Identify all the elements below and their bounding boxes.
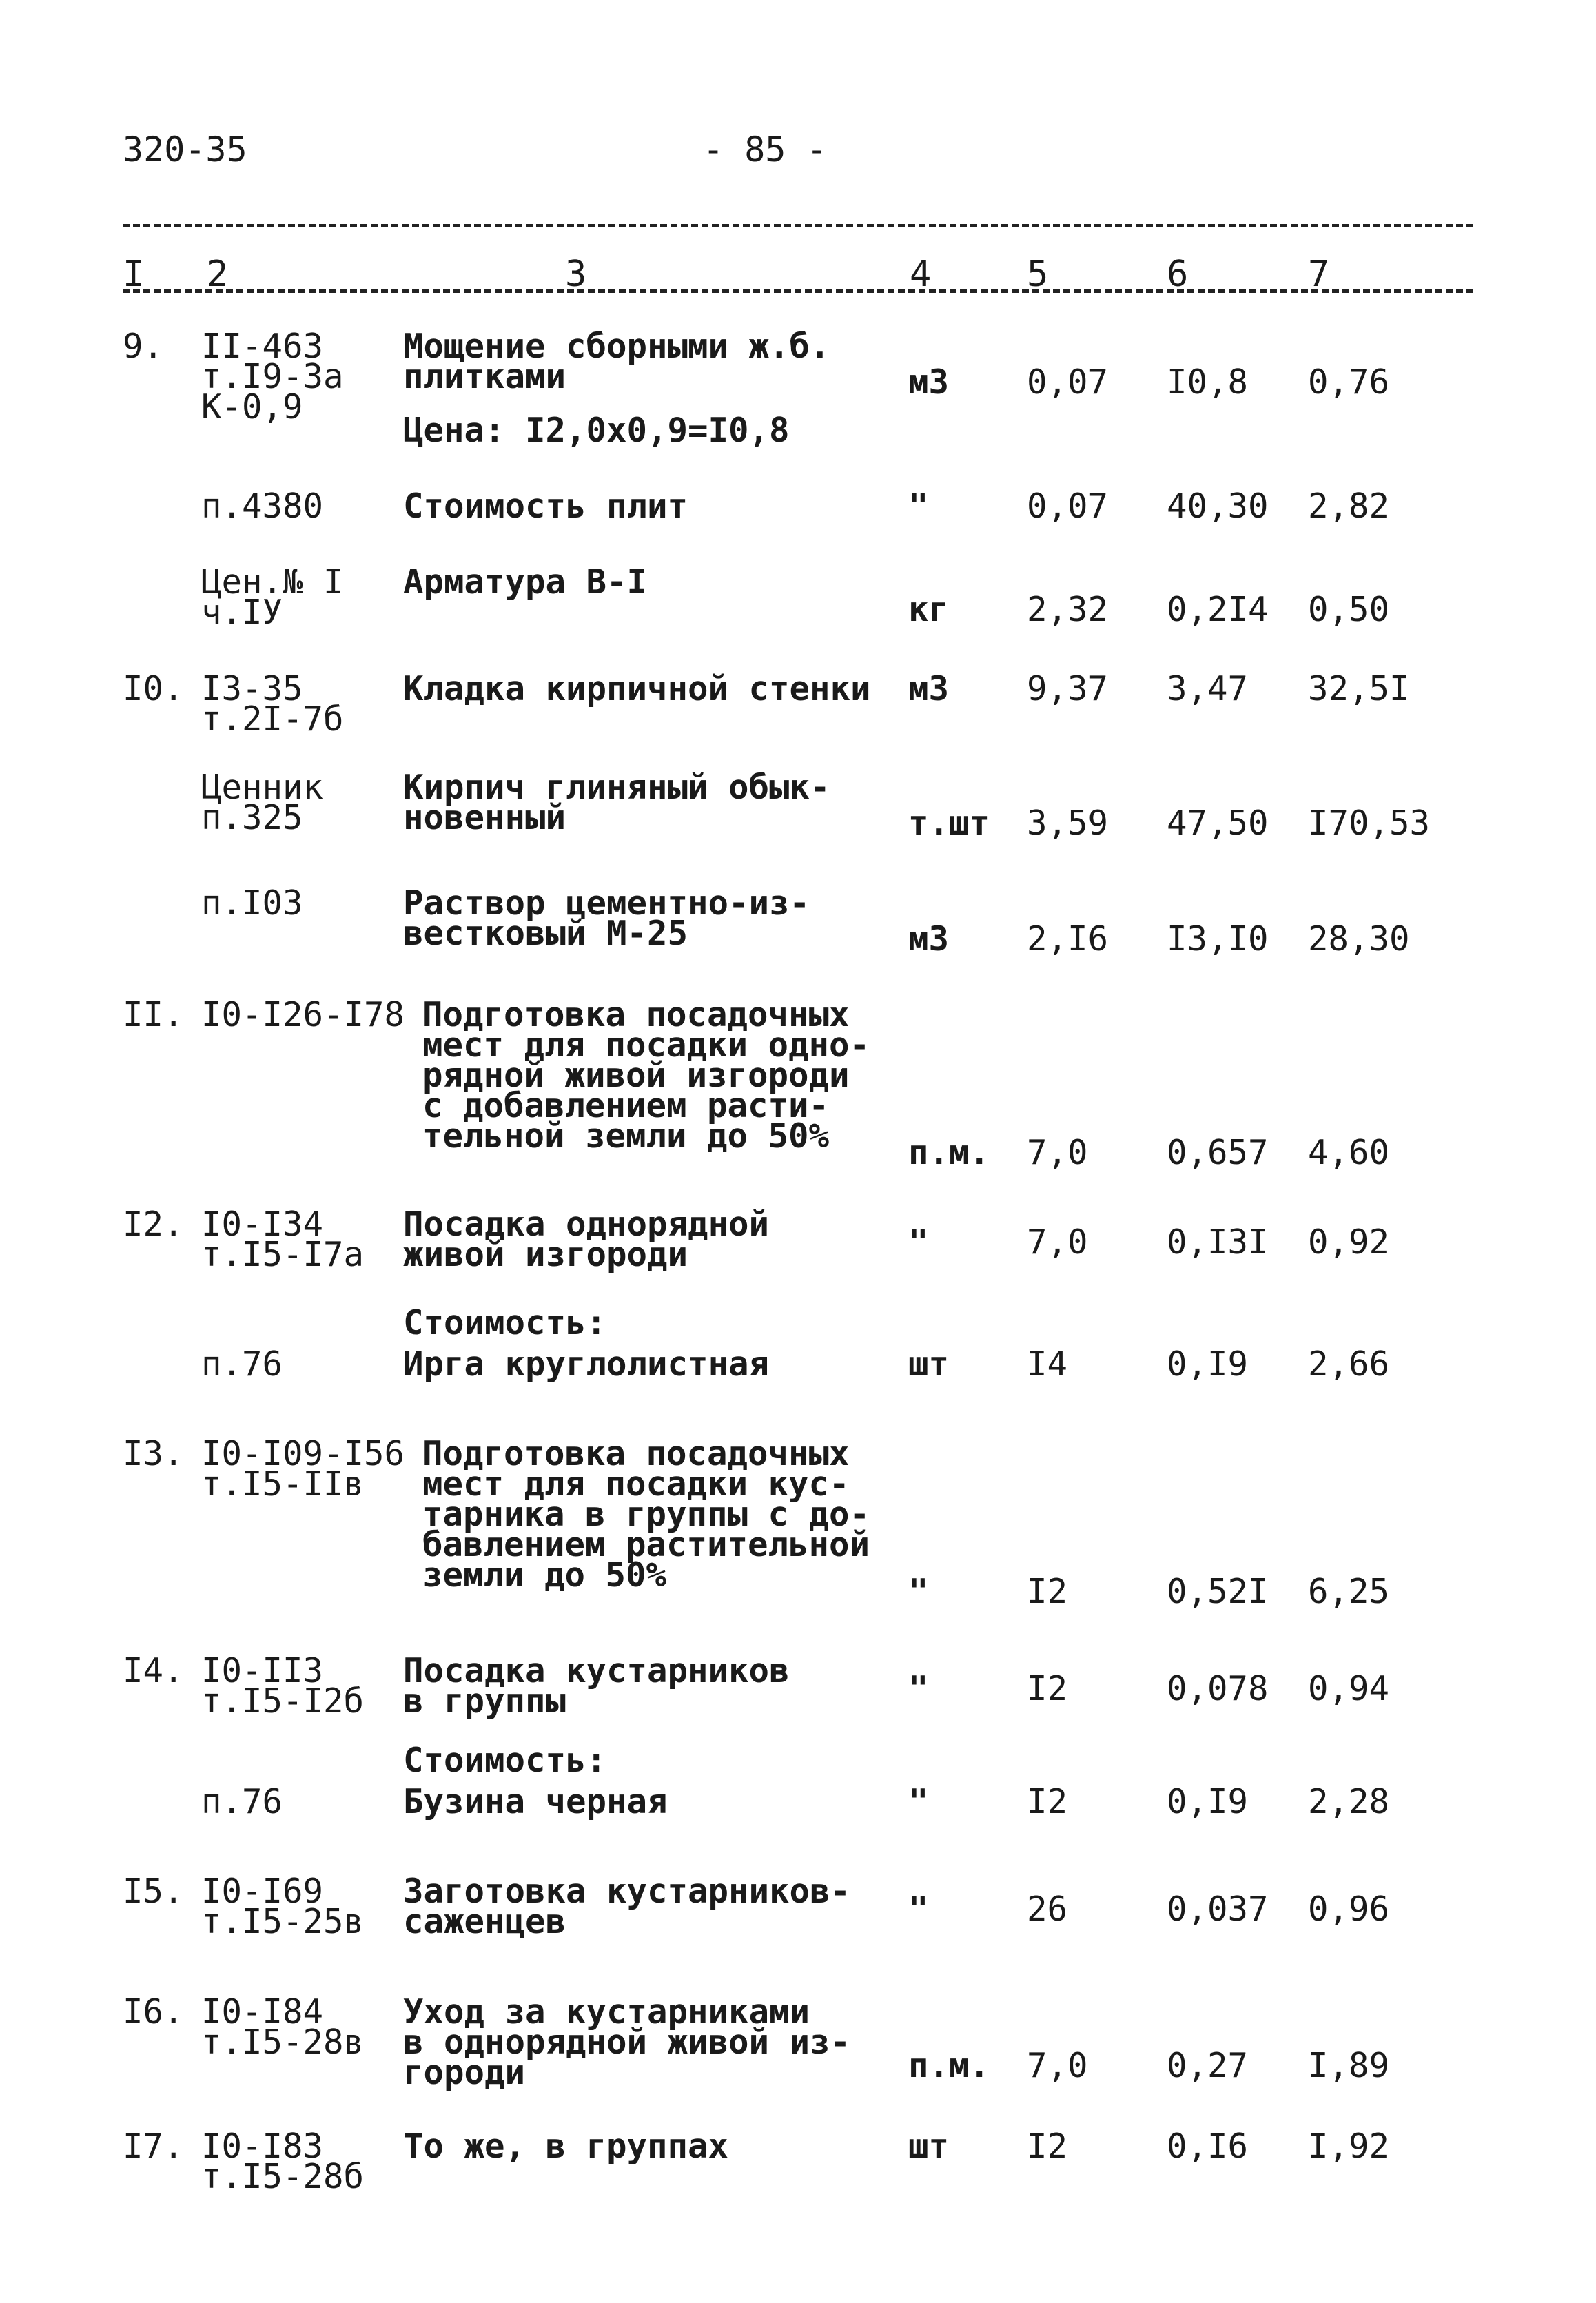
unit-price: 0,078: [1167, 1669, 1269, 1708]
column-header-4: 4: [910, 254, 932, 295]
work-description: Подготовка посадочных: [422, 1434, 850, 1473]
norm-reference: I0-II3: [201, 1651, 324, 1690]
unit: п.м.: [908, 1133, 990, 1172]
total-cost: I70,53: [1308, 804, 1431, 843]
work-description: Стоимость:: [403, 1303, 607, 1342]
unit-price: 3,47: [1167, 669, 1249, 708]
unit-price: 0,2I4: [1167, 590, 1269, 629]
unit: ": [908, 1572, 929, 1611]
total-cost: 0,94: [1308, 1669, 1390, 1708]
quantity: I4: [1027, 1344, 1068, 1384]
norm-reference: т.I5-I2б: [201, 1681, 365, 1721]
work-description: Арматура В-I: [403, 562, 648, 602]
norm-reference: т.I5-28б: [201, 2157, 365, 2196]
work-description: в однорядной живой из-: [403, 2023, 851, 2062]
norm-reference: I3-35: [201, 669, 303, 708]
quantity: 26: [1027, 1890, 1068, 1929]
work-description: Посадка однорядной: [403, 1205, 770, 1244]
work-description: Уход за кустарниками: [403, 1992, 810, 2031]
unit-price: 40,30: [1167, 487, 1269, 526]
quantity: 3,59: [1027, 804, 1109, 843]
unit: м3: [908, 362, 950, 402]
row-number: I0.: [123, 669, 184, 708]
work-description: саженцев: [403, 1902, 566, 1941]
quantity: 2,I6: [1027, 919, 1109, 959]
unit: м3: [908, 919, 950, 959]
work-description: Цена: I2,0х0,9=I0,8: [403, 411, 790, 450]
row-number: I2.: [123, 1205, 184, 1244]
work-description: Кирпич глиняный обык-: [403, 768, 830, 807]
norm-reference: I0-I34: [201, 1205, 324, 1244]
work-description: Подготовка посадочных: [422, 995, 850, 1034]
row-number: I3.: [123, 1434, 184, 1473]
work-description: новенный: [403, 798, 566, 837]
row-number: I6.: [123, 1992, 184, 2031]
document-code: 320-35: [123, 130, 247, 170]
total-cost: 4,60: [1308, 1133, 1390, 1172]
norm-reference: Ценник: [201, 768, 324, 807]
unit-price: I3,I0: [1167, 919, 1269, 959]
work-description: тельной земли до 50%: [422, 1116, 830, 1156]
unit: шт: [908, 1344, 950, 1384]
row-number: I5.: [123, 1872, 184, 1911]
norm-reference: т.I5-I7а: [201, 1235, 365, 1274]
quantity: I2: [1027, 1572, 1068, 1611]
quantity: 0,07: [1027, 487, 1109, 526]
quantity: 7,0: [1027, 1222, 1088, 1262]
work-description: Раствор цементно-из-: [403, 883, 810, 923]
work-description: То же, в группах: [403, 2127, 729, 2166]
unit: ": [908, 1782, 929, 1821]
norm-reference: т.I5-IIв: [201, 1464, 365, 1504]
work-description: Ирга круглолистная: [403, 1344, 770, 1384]
quantity: I2: [1027, 1669, 1068, 1708]
quantity: 0,07: [1027, 362, 1109, 402]
unit-price: 0,I3I: [1167, 1222, 1269, 1262]
total-cost: I,92: [1308, 2127, 1390, 2166]
work-description: с добавлением расти-: [422, 1086, 830, 1125]
total-cost: 28,30: [1308, 919, 1410, 959]
unit-price: 0,037: [1167, 1890, 1269, 1929]
norm-reference: Цен.№ I: [201, 562, 344, 602]
norm-reference: I0-I84: [201, 1992, 324, 2031]
work-description: Кладка кирпичной стенки: [403, 669, 871, 708]
norm-reference: п.76: [201, 1344, 283, 1384]
norm-reference: т.I5-28в: [201, 2023, 365, 2062]
unit: ": [908, 1222, 929, 1262]
unit: п.м.: [908, 2046, 990, 2085]
unit: ": [908, 1890, 929, 1929]
total-cost: 2,66: [1308, 1344, 1390, 1384]
work-description: тарника в группы с до-: [422, 1495, 870, 1534]
quantity: I2: [1027, 2127, 1068, 2166]
column-header-1: I: [123, 254, 145, 295]
work-description: вестковый М-25: [403, 914, 688, 953]
work-description: Стоимость:: [403, 1741, 607, 1780]
unit: м3: [908, 669, 950, 708]
norm-reference: I0-I26-I78: [201, 995, 405, 1034]
work-description: Мощение сборными ж.б.: [403, 327, 830, 366]
page-number: - 85 -: [703, 130, 828, 170]
norm-reference: К-0,9: [201, 387, 303, 427]
column-header-2: 2: [207, 254, 229, 295]
total-cost: I,89: [1308, 2046, 1390, 2085]
unit: ": [908, 487, 929, 526]
unit-price: 0,52I: [1167, 1572, 1269, 1611]
work-description: мест для посадки одно-: [422, 1025, 870, 1065]
work-description: Посадка кустарников: [403, 1651, 790, 1690]
row-number: II.: [123, 995, 184, 1034]
norm-reference: п.76: [201, 1782, 283, 1821]
header-divider: [123, 289, 1473, 293]
work-description: Бузина черная: [403, 1782, 668, 1821]
unit-price: 0,I9: [1167, 1344, 1249, 1384]
norm-reference: I0-I09-I56: [201, 1434, 405, 1473]
work-description: живой изгороди: [403, 1235, 688, 1274]
work-description: Стоимость плит: [403, 487, 688, 526]
quantity: 7,0: [1027, 2046, 1088, 2085]
work-description: плитками: [403, 357, 566, 396]
unit: кг: [908, 590, 950, 629]
quantity: 9,37: [1027, 669, 1109, 708]
work-description: бавлением растительной: [422, 1525, 870, 1564]
norm-reference: I0-I83: [201, 2127, 324, 2166]
top-divider: [123, 224, 1473, 227]
row-number: 9.: [123, 327, 164, 366]
unit: шт: [908, 2127, 950, 2166]
norm-reference: т.2I-7б: [201, 699, 344, 739]
work-description: рядной живой изгороди: [422, 1056, 850, 1095]
unit: ": [908, 1669, 929, 1708]
total-cost: 2,28: [1308, 1782, 1390, 1821]
norm-reference: т.I5-25в: [201, 1902, 365, 1941]
norm-reference: т.I9-3а: [201, 357, 344, 396]
unit-price: 0,27: [1167, 2046, 1249, 2085]
total-cost: 0,92: [1308, 1222, 1390, 1262]
total-cost: 0,50: [1308, 590, 1390, 629]
total-cost: 2,82: [1308, 487, 1390, 526]
norm-reference: II-463: [201, 327, 324, 366]
unit-price: 47,50: [1167, 804, 1269, 843]
work-description: городи: [403, 2053, 526, 2092]
quantity: I2: [1027, 1782, 1068, 1821]
work-description: земли до 50%: [422, 1555, 667, 1595]
norm-reference: п.325: [201, 798, 303, 837]
row-number: I4.: [123, 1651, 184, 1690]
column-header-5: 5: [1027, 254, 1049, 295]
total-cost: 0,96: [1308, 1890, 1390, 1929]
work-description: Заготовка кустарников-: [403, 1872, 851, 1911]
column-header-6: 6: [1167, 254, 1189, 295]
unit-price: 0,I6: [1167, 2127, 1249, 2166]
norm-reference: п.4380: [201, 487, 324, 526]
quantity: 2,32: [1027, 590, 1109, 629]
norm-reference: п.I03: [201, 883, 303, 923]
total-cost: 32,5I: [1308, 669, 1410, 708]
norm-reference: I0-I69: [201, 1872, 324, 1911]
unit-price: 0,657: [1167, 1133, 1269, 1172]
unit-price: 0,I9: [1167, 1782, 1249, 1821]
row-number: I7.: [123, 2127, 184, 2166]
work-description: мест для посадки кус-: [422, 1464, 850, 1504]
unit: т.шт: [908, 804, 990, 843]
total-cost: 0,76: [1308, 362, 1390, 402]
column-header-7: 7: [1308, 254, 1330, 295]
work-description: в группы: [403, 1681, 566, 1721]
norm-reference: ч.IУ: [201, 593, 283, 632]
unit-price: I0,8: [1167, 362, 1249, 402]
quantity: 7,0: [1027, 1133, 1088, 1172]
total-cost: 6,25: [1308, 1572, 1390, 1611]
column-header-3: 3: [565, 254, 587, 295]
